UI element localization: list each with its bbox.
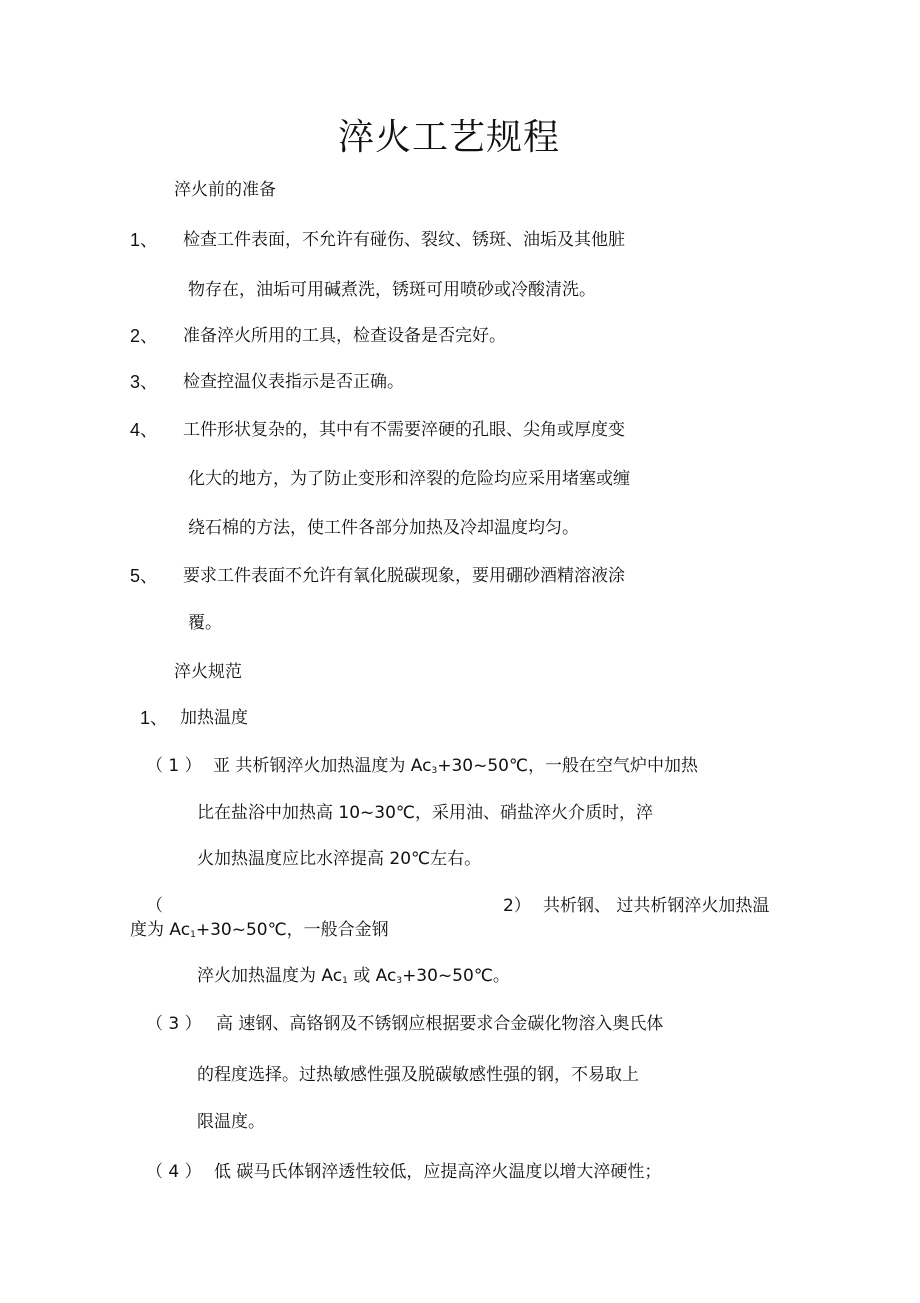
item-text: 绕石棉的方法，使工件各部分加热及冷却温度均匀。 <box>188 518 579 538</box>
item-text: 共析钢、 过共析钢淬火加热温 <box>543 896 770 916</box>
section-heading: 淬火规范 <box>174 662 242 682</box>
item-text: 限温度。 <box>197 1112 265 1132</box>
item-text: 化大的地方，为了防止变形和淬裂的危险均应采用堵塞或缠 <box>188 469 630 489</box>
item-text: 检查工件表面，不允许有碰伤、裂纹、锈斑、油垢及其他脏 <box>183 230 625 250</box>
item-text: 要求工件表面不允许有氧化脱碳现象，要用硼砂酒精溶液涂 <box>183 566 625 586</box>
subsection-heading: 加热温度 <box>180 708 248 728</box>
item-number: 2、 <box>130 326 159 346</box>
subscript: 3 <box>396 976 403 986</box>
subscript: 1 <box>190 930 196 940</box>
text: +30~50℃，一般合金钢 <box>195 920 389 940</box>
item-number: （ 4 ） <box>146 1162 202 1182</box>
item-text: 高 速钢、高铬钢及不锈钢应根据要求合金碳化物溶入奥氏体 <box>216 1014 664 1034</box>
item-number: 3、 <box>130 372 159 392</box>
item-text: 比在盐浴中加热高 10~30℃，采用油、硝盐淬火介质时，淬 <box>197 803 654 823</box>
item-text <box>130 920 389 945</box>
text: 或 Ac <box>347 966 397 986</box>
section-heading: 淬火前的准备 <box>174 180 276 200</box>
subscript: 1 <box>342 976 348 986</box>
item-number: 1、 <box>130 230 159 250</box>
subscript: 3 <box>431 766 438 776</box>
item-number: 2） <box>503 896 531 916</box>
item-text <box>197 966 510 991</box>
text: +30~50℃，一般在空气炉中加热 <box>437 756 699 776</box>
item-text <box>213 756 698 781</box>
item-text: 的程度选择。过热敏感性强及脱碳敏感性强的钢，不易取上 <box>197 1065 639 1085</box>
text: 度为 Ac <box>130 920 191 940</box>
text: 亚 共析钢淬火加热温度为 Ac <box>213 756 432 776</box>
item-number: 1、 <box>140 708 169 728</box>
item-text: 准备淬火所用的工具，检查设备是否完好。 <box>183 326 506 346</box>
item-text: 低 碳马氏体钢淬透性较低，应提高淬火温度以增大淬硬性； <box>214 1162 662 1182</box>
item-number: （ 1 ） <box>146 756 202 776</box>
item-text: 物存在，油垢可用碱煮洗，锈斑可用喷砂或冷酸清洗。 <box>188 280 596 300</box>
text: +30~50℃。 <box>402 966 510 986</box>
item-number: （ 3 ） <box>146 1014 202 1034</box>
item-text: 工件形状复杂的，其中有不需要淬硬的孔眼、尖角或厚度变 <box>183 420 625 440</box>
paren: （ <box>146 896 163 916</box>
document-title: 淬火工艺规程 <box>338 117 561 158</box>
item-number: 5、 <box>130 566 159 586</box>
item-text: 检查控温仪表指示是否正确。 <box>183 372 404 392</box>
item-text: 覆。 <box>188 613 222 633</box>
item-number: 4、 <box>130 420 159 440</box>
item-text: 火加热温度应比水淬提高 20℃左右。 <box>197 849 482 869</box>
text: 淬火加热温度为 Ac <box>197 966 343 986</box>
